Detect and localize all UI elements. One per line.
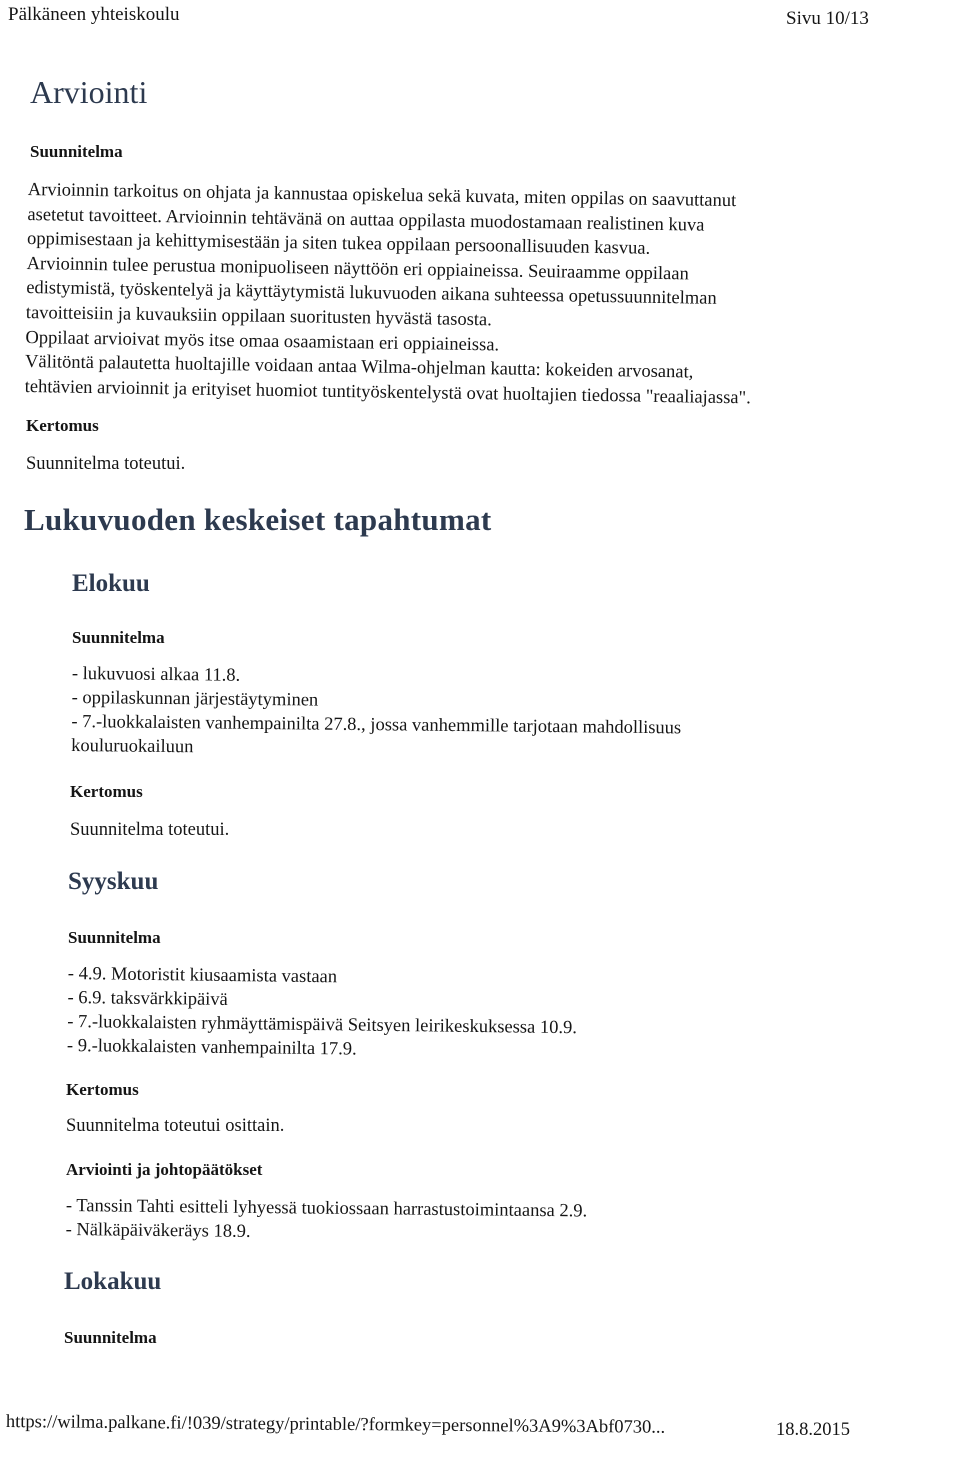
school-name: Pälkäneen yhteiskoulu: [8, 4, 180, 25]
paragraph-line: oppimisestaan ja kehittymisestään ja siten tukea oppilaan persoonallisuuden kasvua.: [26, 229, 651, 259]
suunnitelma-label: Suunnitelma: [64, 1328, 157, 1347]
suunnitelma-label: Suunnitelma: [30, 142, 123, 161]
arviointi-johtopaatokset-label: Arviointi ja johtopäätökset: [66, 1160, 263, 1179]
section-title-arviointi: Arviointi: [30, 74, 148, 110]
list-item: - 4.9. Motoristit kiusaamista vastaan: [67, 963, 338, 988]
paragraph-line: Arvioinnin tarkoitus on ohjata ja kannustaa opiskelua sekä kuvata, miten oppilas on saavuttanut: [27, 179, 737, 212]
list-item: - 7.-luokkalaisten vanhempainilta 27.8., jossa vanhemmille tarjotaan mahdollisuus: [71, 711, 682, 739]
kertomus-text: Suunnitelma toteutui.: [26, 454, 186, 474]
suunnitelma-label: Suunnitelma: [72, 628, 165, 647]
footer-url: https://wilma.palkane.fi/!039/strategy/printable/?formkey=personnel%3A9%3Abf0730...: [5, 1412, 666, 1438]
footer-date: 18.8.2015: [776, 1420, 850, 1440]
kertomus-text: Suunnitelma toteutui.: [70, 820, 230, 840]
syyskuu-list: [67, 962, 578, 1064]
suunnitelma-label: Suunnitelma: [68, 928, 161, 947]
list-item: - oppilaskunnan järjestäytyminen: [71, 687, 319, 711]
list-item: - 9.-luokkalaisten vanhempainilta 17.9.: [66, 1035, 357, 1060]
kertomus-label: Kertomus: [70, 782, 143, 801]
list-item: - Tanssin Tahti esitteli lyhyessä tuokiossaan harrastustoimintaansa 2.9.: [65, 1195, 588, 1222]
list-item: - Nälkäpäiväkeräys 18.9.: [65, 1219, 251, 1242]
kertomus-text: Suunnitelma toteutui osittain.: [66, 1116, 285, 1136]
elokuu-list: [71, 662, 682, 764]
list-item: - 6.9. taksvärkkipäivä: [67, 987, 228, 1010]
list-item: - lukuvuosi alkaa 11.8.: [71, 663, 241, 686]
arviointi-paragraph: [25, 178, 868, 413]
section-title-lukuvuosi: Lukuvuoden keskeiset tapahtumat: [24, 502, 492, 537]
paragraph-line: tavoitteisiin ja kuvauksiin oppilaan suoritusten hyvästä tasosta.: [25, 302, 493, 331]
month-title-lokakuu: Lokakuu: [64, 1268, 162, 1295]
paragraph-line: Välitöntä palautetta huoltajille voidaan antaa Wilma-ohjelman kautta: kokeiden arvosanat,: [24, 352, 694, 383]
paragraph-line: asetetut tavoitteet. Arvioinnin tehtävänä on auttaa oppilasta muodostamaan realistinen kuva: [27, 204, 705, 236]
kertomus-label: Kertomus: [66, 1080, 139, 1099]
arviointi-johtopaatokset-list: [65, 1194, 587, 1247]
list-item: kouluruokailuun: [71, 735, 194, 758]
paragraph-line: Arvioinnin tulee perustua monipuoliseen näyttöön eri oppiaineissa. Seuiraamme oppilaan: [26, 253, 689, 285]
paragraph-line: tehtävien arvioinnit ja erityiset huomiot tuntityöskentelystä ovat huoltajien tiedossa "reaaliajassa".: [24, 376, 751, 409]
paragraph-line: Oppilaat arvioivat myös itse omaa osaamistaan eri oppiaineissa.: [25, 327, 500, 355]
page-number: Sivu 10/13: [786, 8, 869, 29]
kertomus-label: Kertomus: [26, 416, 99, 435]
month-title-elokuu: Elokuu: [72, 570, 150, 597]
paragraph-line: edistymistä, työskentelyä ja käyttäytymistä lukuvuoden aikana suhteessa opetussuunnitelman: [26, 278, 717, 310]
month-title-syyskuu: Syyskuu: [68, 868, 159, 895]
list-item: - 7.-luokkalaisten ryhmäyttämispäivä Seitsyen leirikeskuksessa 10.9.: [67, 1011, 578, 1039]
